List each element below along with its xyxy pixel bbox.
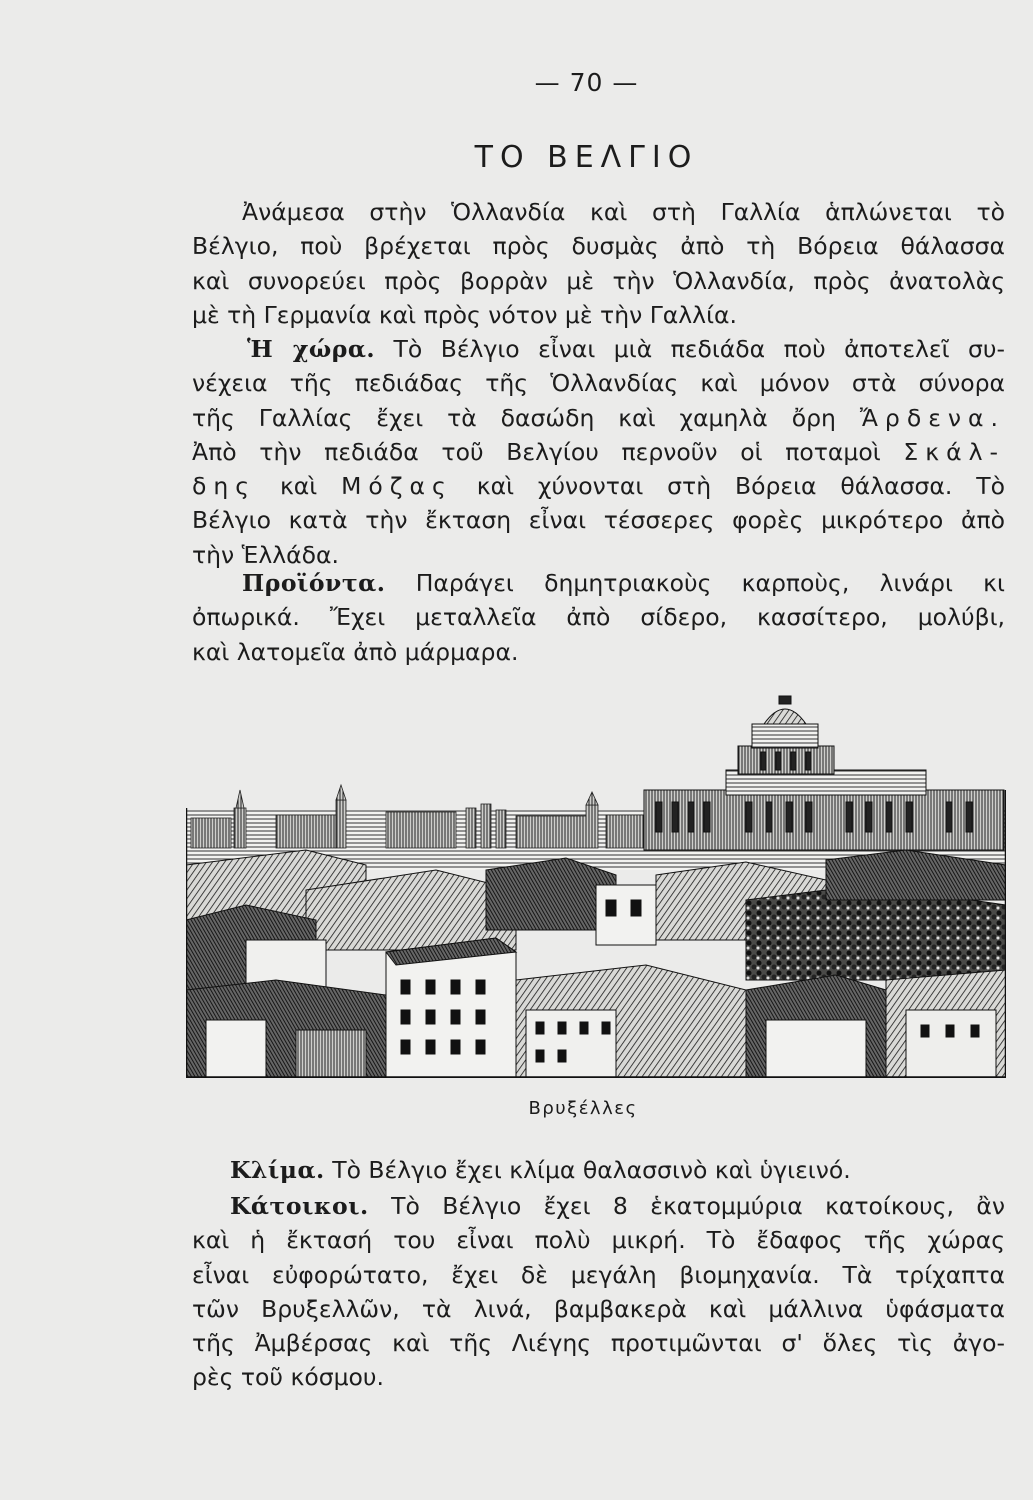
inhabitants-paragraph bbox=[192, 1189, 1005, 1395]
text-line: Ἀνάμεσα στὴν Ὁλλανδία καὶ στὴ Γαλλία ἁπλώνεται τὸ bbox=[242, 198, 1005, 226]
country-paragraph bbox=[192, 332, 1005, 572]
text-line: νέχεια τῆς πεδιάδας τῆς Ὁλλανδίας καὶ μόνον στὰ σύνορα bbox=[192, 369, 1005, 398]
text-line: Ἀπὸ τὴν πεδιάδα τοῦ Βελγίου περνοῦν οἱ ποταμοὶ Σκάλ- bbox=[192, 437, 1005, 466]
text-line: τῆς Γαλλίας ἔχει τὰ δασώδη καὶ χαμηλὰ ὄρη Ἄρδενα. bbox=[192, 403, 1005, 432]
mountain-name: Ἄρδενα. bbox=[859, 403, 1005, 432]
climate-paragraph bbox=[192, 1153, 1005, 1187]
section-heading-climate: Κλίμα. bbox=[230, 1156, 325, 1184]
river-name: Μόζας bbox=[341, 472, 453, 501]
brussels-engraving bbox=[186, 690, 1006, 1078]
section-heading-country: Ἡ χώρα. bbox=[247, 335, 376, 363]
text-line: εἶναι εὐφορώτατο, ἔχει δὲ μεγάλη βιομηχανία. Τὰ τρίχαπτα bbox=[192, 1260, 1005, 1289]
section-heading-products: Προϊόντα. bbox=[242, 569, 386, 597]
text-line: καὶ συνορεύει πρὸς βορρὰν μὲ τὴν Ὁλλανδία, πρὸς ἀνατολὰς bbox=[192, 266, 1005, 295]
text-line: Βέλγιο, ποὺ βρέχεται πρὸς δυσμὰς ἀπὸ τὴ Βόρεια θάλασσα bbox=[192, 232, 1005, 261]
text-line: ὀπωρικά. Ἔχει μεταλλεῖα ἀπὸ σίδερο, κασσίτερο, μολύβι, bbox=[192, 603, 1005, 632]
section-heading-inhabitants: Κάτοικοι. bbox=[230, 1192, 369, 1220]
page-title: ΤΟ ΒΕΛΓΙΟ bbox=[474, 140, 699, 175]
text-line: τὴν Ἑλλάδα. bbox=[192, 540, 339, 569]
products-paragraph bbox=[192, 566, 1005, 669]
figure-caption: Βρυξέλλες bbox=[528, 1098, 638, 1119]
text-line: καὶ ἡ ἔκτασή του εἶναι πολὺ μικρή. Τὸ ἔδαφος τῆς χώρας bbox=[192, 1226, 1005, 1255]
intro-paragraph bbox=[192, 195, 1005, 332]
text-line: ρὲς τοῦ κόσμου. bbox=[192, 1363, 384, 1392]
text-line: Κάτοικοι. Τὸ Βέλγιο ἔχει 8 ἑκατομμύρια κατοίκους, ἂν bbox=[230, 1192, 1005, 1220]
text-line: τῆς Ἀμβέρσας καὶ τῆς Λιέγης προτιμῶνται σ' ὅλες τὶς ἀγο- bbox=[192, 1329, 1005, 1358]
text-line: δης καὶ Μόζας καὶ χύνονται στὴ Βόρεια θάλασσα. Τὸ bbox=[192, 472, 1005, 501]
text-line: τῶν Βρυξελλῶν, τὰ λινά, βαμβακερὰ καὶ μάλλινα ὑφάσματα bbox=[192, 1294, 1005, 1323]
text-line: Προϊόντα. Παράγει δημητριακοὺς καρποὺς, λινάρι κι bbox=[242, 569, 1005, 597]
text-line: Ἡ χώρα. Τὸ Βέλγιο εἶναι μιὰ πεδιάδα ποὺ ἀποτελεῖ συ- bbox=[247, 335, 1005, 363]
river-name: Σκάλ- bbox=[903, 437, 1005, 466]
text-line: καὶ λατομεῖα ἀπὸ μάρμαρα. bbox=[192, 637, 519, 666]
text-line: Βέλγιο κατὰ τὴν ἔκταση εἶναι τέσσερες φορὲς μικρότερο ἀπὸ bbox=[192, 506, 1005, 535]
page-number: — 70 — bbox=[534, 68, 639, 97]
text-line: Κλίμα. Τὸ Βέλγιο ἔχει κλίμα θαλασσινὸ καὶ ὑγιεινό. bbox=[230, 1156, 851, 1184]
text-line: μὲ τὴ Γερμανία καὶ πρὸς νότον μὲ τὴν Γαλλία. bbox=[192, 300, 737, 329]
